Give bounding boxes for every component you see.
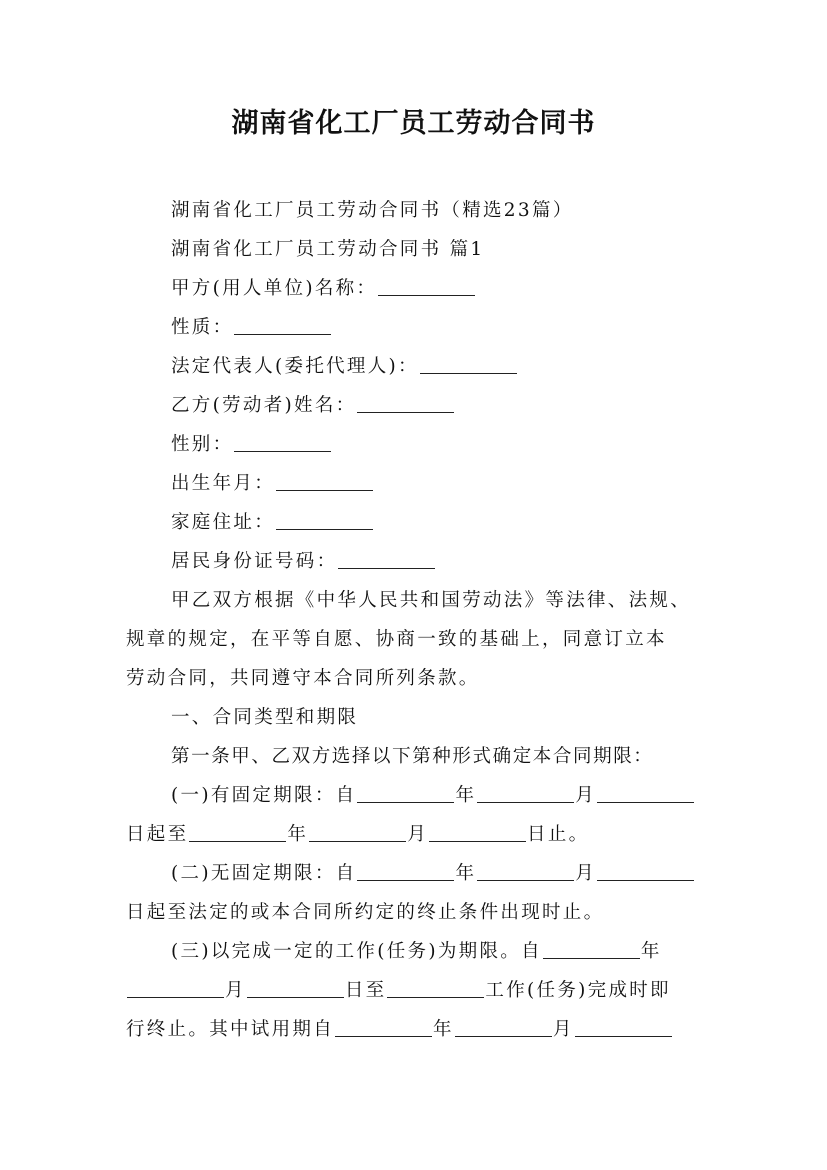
paragraph-text: 劳动合同，共同遵守本合同所列条款。 <box>126 668 480 689</box>
term-task-line-2 <box>126 972 726 1010</box>
field-label: 性质： <box>171 317 234 338</box>
blank-line <box>420 353 517 374</box>
paragraph-text: 甲乙双方根据《中华人民共和国劳动法》等法律、法规、 <box>171 590 692 611</box>
year-label: 年 <box>433 1019 454 1040</box>
year-label: 年 <box>455 863 477 884</box>
blank-line <box>234 314 331 335</box>
term-label: (三)以完成一定的工作(任务)为期限。自 <box>171 941 542 962</box>
article-text: 第一条甲、乙双方选择以下第种形式确定本合同期限： <box>171 746 654 767</box>
article-1 <box>126 738 771 776</box>
month-label: 月 <box>575 863 597 884</box>
blank-line <box>597 860 694 881</box>
page-title: 湖南省化工厂员工劳动合同书 <box>231 108 596 139</box>
day-to-label: 日至 <box>344 980 387 1001</box>
term-label: (一)有固定期限：自 <box>171 785 357 806</box>
month-label: 月 <box>575 785 597 806</box>
subtitle <box>126 192 771 230</box>
field-label: 性别： <box>171 434 234 455</box>
month-label: 月 <box>552 1019 574 1040</box>
subtitle-text: 湖南省化工厂员工劳动合同书（精选23篇） <box>171 200 574 221</box>
term-label: (二)无固定期限：自 <box>171 863 357 884</box>
clause-heading <box>126 699 771 737</box>
blank-line <box>276 470 373 491</box>
term-task-line-1 <box>126 933 771 971</box>
field-label: 乙方(劳动者)姓名： <box>171 395 357 416</box>
field-party-a <box>126 270 771 308</box>
paragraph-text: 日起至法定的或本合同所约定的终止条件出现时止。 <box>126 902 605 923</box>
paragraph-text: 规章的规定，在平等自愿、协商一致的基础上，同意订立本 <box>126 629 667 650</box>
month-label: 月 <box>407 824 429 845</box>
year-label: 年 <box>640 941 662 962</box>
field-label: 法定代表人(委托代理人)： <box>171 356 419 377</box>
field-label: 甲方(用人单位)名称： <box>171 278 378 299</box>
blank-line <box>127 977 224 998</box>
year-label: 年 <box>455 785 477 806</box>
clause-heading-text: 一、合同类型和期限 <box>171 707 359 728</box>
field-birth <box>126 465 771 503</box>
blank-line <box>477 782 574 803</box>
blank-line <box>597 782 694 803</box>
field-legal-rep <box>126 348 771 386</box>
intro-line-3 <box>126 660 726 698</box>
blank-line <box>357 782 454 803</box>
term-open-line-2 <box>126 894 726 932</box>
section-heading <box>126 231 771 269</box>
trial-label: 行终止。其中试用期自 <box>126 1019 335 1040</box>
section-heading-text: 湖南省化工厂员工劳动合同书 篇1 <box>171 239 485 260</box>
field-party-b <box>126 387 771 425</box>
blank-line <box>575 1016 672 1037</box>
blank-line <box>247 977 344 998</box>
blank-line <box>378 275 475 296</box>
blank-line <box>357 860 454 881</box>
blank-line <box>455 1016 552 1037</box>
day-from-label: 日起至 <box>126 824 189 845</box>
term-open-line-1 <box>126 855 771 893</box>
field-nature <box>126 309 771 347</box>
blank-line <box>357 392 454 413</box>
blank-line <box>543 938 640 959</box>
year-label: 年 <box>287 824 309 845</box>
intro-line-2 <box>126 621 726 659</box>
blank-line <box>234 431 331 452</box>
intro-line-1 <box>126 582 771 620</box>
blank-line <box>429 821 526 842</box>
term-fixed-line-1 <box>126 777 771 815</box>
blank-line <box>309 821 406 842</box>
blank-line <box>387 977 484 998</box>
blank-line <box>276 509 373 530</box>
field-address <box>126 504 771 542</box>
blank-line <box>335 1016 432 1037</box>
field-id-number <box>126 543 771 581</box>
task-done-label: 工作(任务)完成时即 <box>485 980 671 1001</box>
field-label: 家庭住址： <box>171 512 276 533</box>
term-task-line-3 <box>126 1011 726 1049</box>
field-label: 出生年月： <box>171 473 276 494</box>
field-gender <box>126 426 771 464</box>
blank-line <box>477 860 574 881</box>
field-label: 居民身份证号码： <box>171 551 338 572</box>
blank-line <box>338 548 435 569</box>
month-label: 月 <box>225 980 246 1001</box>
term-fixed-line-2 <box>126 816 726 854</box>
blank-line <box>189 821 286 842</box>
day-end-label: 日止。 <box>527 824 590 845</box>
